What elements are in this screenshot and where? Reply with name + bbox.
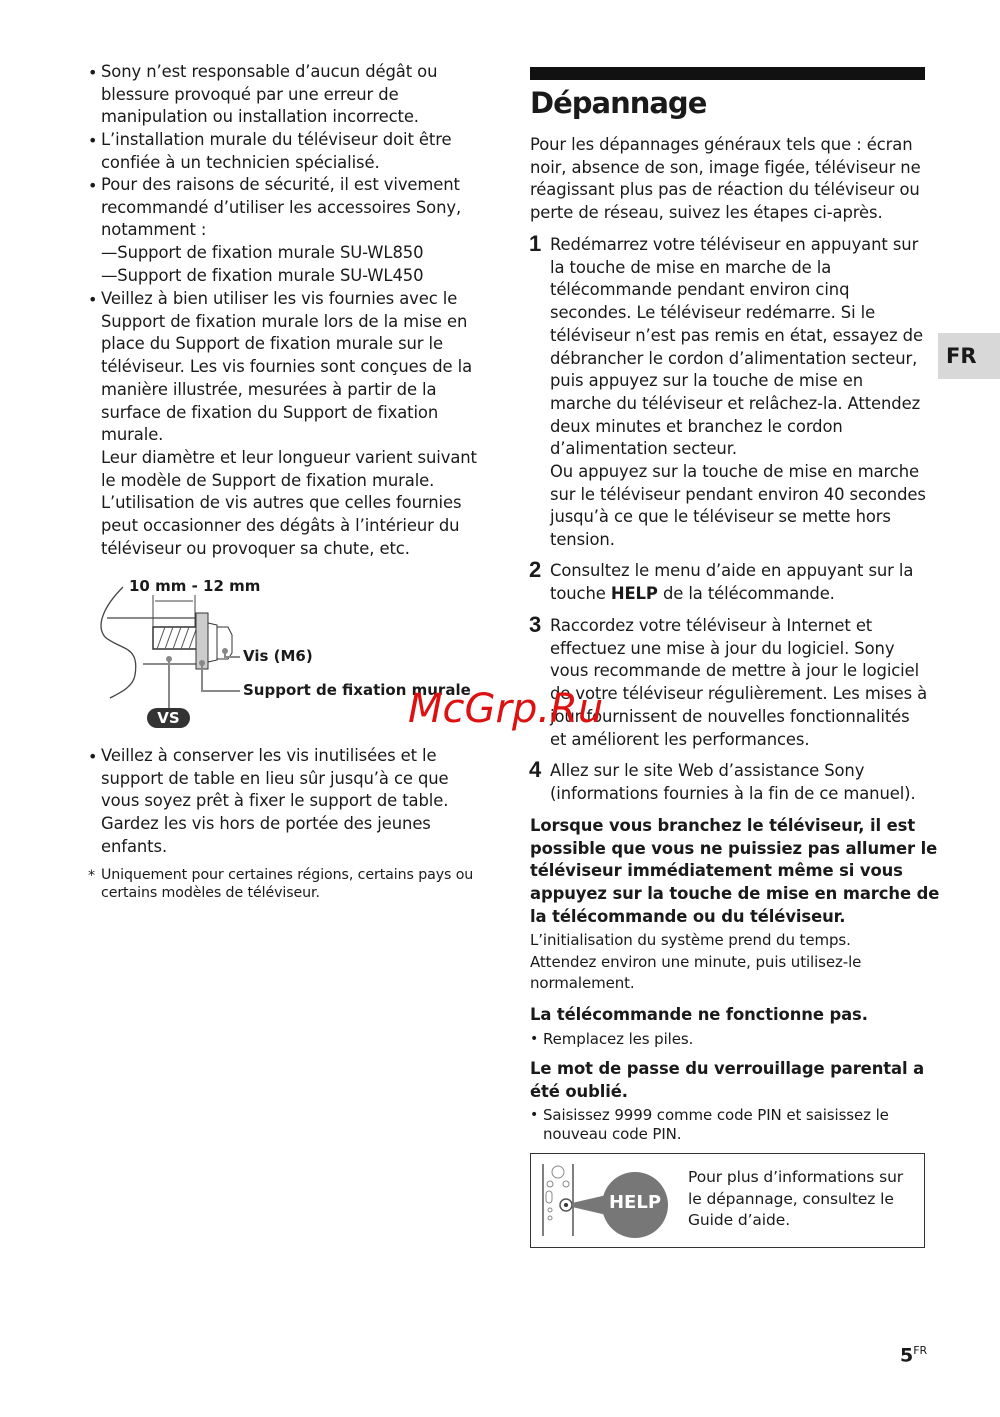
watermark: McGrp.Ru [408, 686, 604, 732]
faq-answer: Saisissez 9999 comme code PIN et saisissez le nouveau code PIN. [543, 1106, 889, 1143]
help-badge: HELP [608, 1192, 662, 1213]
bullet-symbol: • [530, 1107, 539, 1123]
step-number: 2 [529, 557, 542, 582]
faq-answer: Remplacez les piles. [543, 1030, 694, 1048]
help-key: HELP [610, 583, 658, 603]
page-number-value: 5 [900, 1344, 914, 1367]
page-number [900, 1344, 927, 1366]
help-text: Pour plus d’informations sur le dépannage, consultez le Guide d’aide. [688, 1168, 904, 1229]
bullet-symbol: • [530, 1031, 539, 1047]
footnote-symbol: * [88, 868, 95, 884]
bullet-symbol: • [88, 747, 98, 766]
intro-text: Pour les dépannages généraux tels que : écran noir, absence de son, image figée, téléviseur ne réagissant plus pas de réaction du téléviseur ou perte de réseau, suivez les étapes ci-après. [530, 135, 921, 223]
step-text-part: Consultez le menu d’aide en appuyant sur la touche [550, 561, 914, 603]
screw-label: Vis (M6) [243, 647, 313, 665]
section-title: Dépannage [530, 86, 707, 120]
footnote: Uniquement pour certaines régions, certains pays ou certains modèles de téléviseur. [101, 867, 474, 901]
vs-badge: VS [157, 709, 180, 727]
section-bar [530, 67, 925, 80]
step-text: Raccordez votre téléviseur à Internet et effectuez une mise à jour du logiciel. Sony vous recommande de mettre à jour le logiciel de votre téléviseur régulièrement. Les mises à jour fournissent de nouvelles fonctionnalités et améliorent les performances. [550, 616, 928, 749]
dimension-label: 10 mm - 12 mm [129, 577, 261, 595]
faq-question: La télécommande ne fonctionne pas. [530, 1005, 868, 1024]
bullet-text: Sony n’est responsable d’aucun dégât ou blessure provoqué par une erreur de manipulation ou installation incorrecte. [101, 62, 438, 127]
bullet-symbol: • [88, 290, 98, 309]
bullet-symbol: • [88, 131, 98, 150]
step-number: 1 [529, 231, 542, 256]
step-text-part: de la télécommande. [657, 583, 835, 603]
bullet-symbol: • [88, 63, 98, 82]
bracket-label: Support de fixation murale [243, 681, 471, 699]
faq-question: Lorsque vous branchez le téléviseur, il est possible que vous ne puissiez pas allumer le téléviseur immédiatement même si vous appuyez sur la touche de mise en marche de la télécommande ou du téléviseur. [530, 816, 940, 926]
step-text: Redémarrez votre téléviseur en appuyant sur la touche de mise en marche de la télécommande pendant environ cinq secondes. Le téléviseur redémarre. Si le téléviseur n’est pas remis en état, essayez de débrancher le cordon d’alimentation secteur, puis appuyez sur la touche de mise en marche du téléviseur et relâchez-la. Attendez deux minutes et branchez le cordon d’alimentation secteur. Ou appuyez sur la touche de mise en marche sur le téléviseur pendant environ 40 secondes jusqu’à ce que le téléviseur se mette hors tension. [550, 235, 926, 550]
step-text [550, 560, 913, 605]
faq-answer: L’initialisation du système prend du temps. Attendez environ une minute, puis utilisez-le normalement. [530, 931, 862, 992]
language-tab: FR [938, 333, 1000, 379]
page-suffix: FR [913, 1344, 928, 1357]
step-number: 3 [529, 612, 542, 637]
help-info-box [530, 1153, 925, 1248]
bullet-text: L’installation murale du téléviseur doit être confiée à un technicien spécialisé. [101, 130, 452, 172]
bullet-symbol: • [88, 176, 98, 195]
bullet-text: Pour des raisons de sécurité, il est vivement recommandé d’utiliser les accessoires Sony, notamment : —Support de fixation murale SU-WL850 —Support de fixation murale SU-WL450 [101, 175, 462, 285]
bullet-text: Veillez à conserver les vis inutilisées et le support de table en lieu sûr jusqu’à ce que vous soyez prêt à fixer le support de table. Gardez les vis hors de portée des jeunes enfants. [101, 746, 449, 856]
bullet-text: Veillez à bien utiliser les vis fournies avec le Support de fixation murale lors de la mise en place du Support de fixation murale sur le téléviseur. Les vis fournies sont conçues de la manière illustrée, mesurées à partir de la surface de fixation du Support de fixation murale. Leur diamètre et leur longueur varient suivant le modèle de Support de fixation murale. L’utilisation de vis autres que celles fournies peut occasionner des dégâts à l’intérieur du téléviseur ou provoquer sa chute, etc. [101, 289, 477, 558]
step-number: 4 [529, 757, 542, 782]
step-text: Allez sur le site Web d’assistance Sony (informations fournies à la fin de ce manuel). [550, 761, 916, 803]
faq-question: Le mot de passe du verrouillage parental a été oublié. [530, 1059, 925, 1101]
